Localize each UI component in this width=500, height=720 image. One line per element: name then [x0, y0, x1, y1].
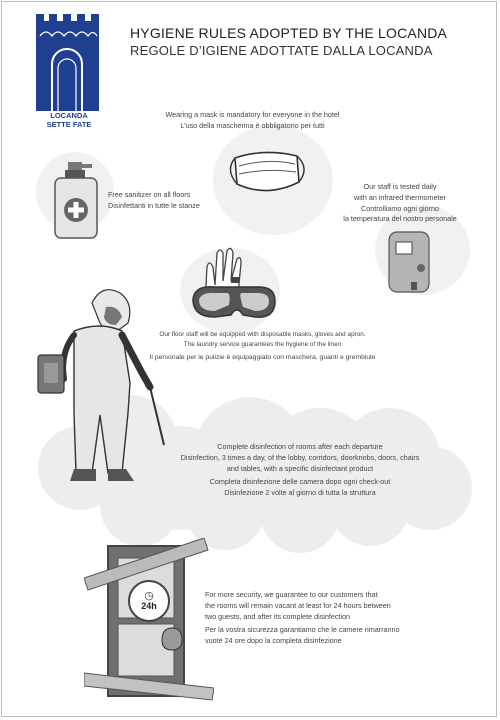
rule-protection-en-2: The laundry service guarantees the hygiene of the linen [183, 340, 342, 348]
rule-mask-it: L’uso della mascherina è obbligatorio per tutti [180, 120, 325, 130]
rule-vacancy-text [205, 590, 445, 647]
rule-mask-en: Wearing a mask is mandatory for everyone in the hotel [165, 110, 340, 119]
rule-protection-en-1: Our floor staff will be equipped with disposable masks, gloves and apron. [159, 331, 366, 338]
rule-sanitizer-en: Free sanitizer on all floors [108, 190, 191, 199]
logo-line-2: SETTE FATE [46, 120, 92, 130]
rule-thermometer-en-2: with an infrared thermometer [354, 192, 446, 202]
rule-vacancy-en-2: the rooms will remain vacant at least for 24 hours between [205, 600, 391, 610]
gloves-goggles-icon [185, 245, 280, 335]
tower-logo-icon [34, 14, 104, 114]
rule-disinfection-it-2: Disinfezione 2 volte al giorno di tutta la struttura [224, 488, 376, 498]
sanitizer-bottle-icon [50, 160, 102, 242]
rule-vacancy-en-3: two guests, and after its complete disinfection [205, 611, 351, 621]
rule-disinfection-text [160, 442, 440, 499]
rule-thermometer-it-2: la temperatura del nostro personale [343, 214, 457, 224]
logo-wordmark [36, 111, 102, 130]
rule-thermometer-it-1: Controlliamo ogni giorno [361, 203, 439, 213]
locanda-logo [34, 14, 104, 140]
sealed-door-icon [84, 538, 214, 706]
disinfection-worker-icon [30, 283, 170, 498]
rule-disinfection-en-2: Disinfection, 3 times a day, of the lobby, corridors, doorknobs, doors, chairs [180, 452, 420, 462]
rule-vacancy-it-2: vuote 24 ore dopo la completa disinfezione [205, 636, 342, 646]
rule-disinfection-en-3: and tables, with a specific disinfectant product [226, 463, 374, 473]
title-english: HYGIENE RULES ADOPTED BY THE LOCANDA [130, 25, 448, 41]
rule-protection-text [140, 330, 385, 363]
clock-icon: ◷ [144, 590, 154, 602]
rule-mask-text [150, 110, 355, 132]
rule-vacancy-it-1: Per la vostra sicurezza garantiamo che le camere rimarranno [205, 625, 400, 635]
rule-protection-it: Il personale per le pulizie è equipaggiato con maschera, guanti e grembiule [149, 354, 376, 362]
24h-label: 24h [141, 601, 157, 611]
rule-disinfection-it-1: Completa disinfezione delle camera dopo ogni check-out [209, 477, 391, 487]
rule-thermometer-en-1: Our staff is tested daily [363, 182, 437, 191]
rule-sanitizer-text [108, 190, 248, 212]
rule-vacancy-en-1: For more security, we guarantee to our customers that [205, 590, 378, 599]
24h-badge [128, 580, 170, 622]
rule-sanitizer-it: Disinfettanti in tutte le stanze [108, 200, 200, 210]
page-title [130, 25, 447, 59]
rule-disinfection-en-1: Complete disinfection of rooms after each departure [217, 442, 383, 451]
infrared-thermometer-icon [383, 228, 443, 298]
rule-thermometer-text [320, 182, 480, 225]
title-italian: REGOLE D’IGIENE ADOTTATE DALLA LOCANDA [130, 42, 433, 58]
logo-line-1: LOCANDA [50, 111, 88, 120]
